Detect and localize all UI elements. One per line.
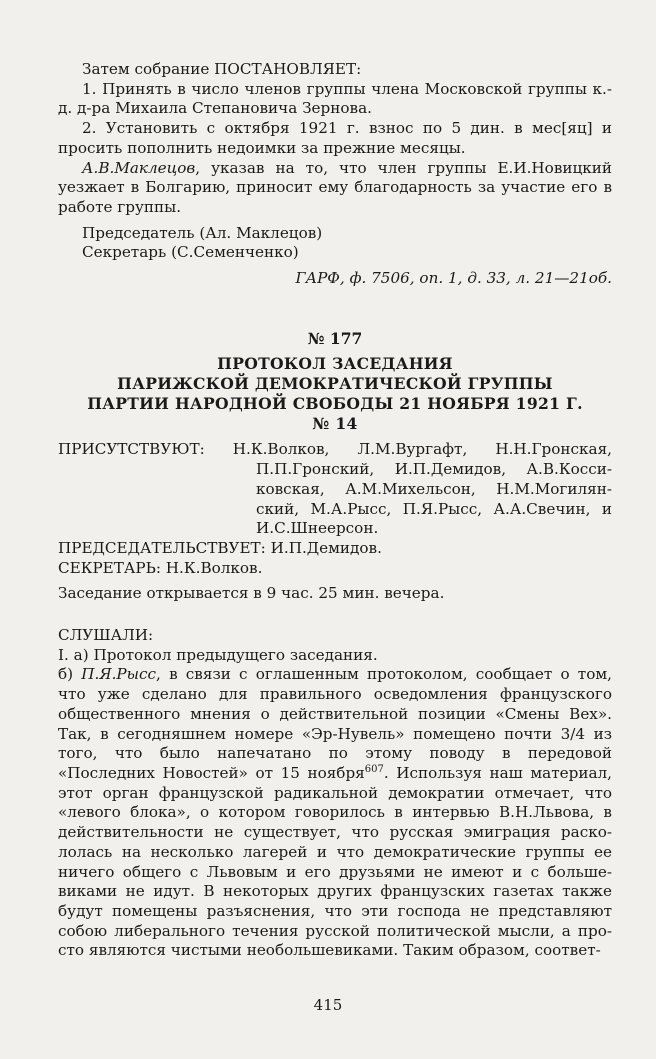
attendance-chair (58, 539, 612, 559)
heard-label: СЛУШАЛИ: (58, 626, 154, 645)
maklecov-paragraph (58, 159, 612, 218)
resolution-item-2: 2. Установить с октября 1921 г. взнос по 5 дин. в мес[яц] и просить пополнить недоимки за прежние месяцы. (58, 119, 612, 157)
secretary-name: Н.К.Волков. (165, 558, 263, 577)
chair-label: ПРЕДСЕДАТЕЛЬСТВУЕТ: (58, 538, 266, 557)
footnote-ref: 607 (364, 763, 384, 775)
page-number: 415 (313, 996, 343, 1014)
document-number: № 177 (307, 328, 363, 348)
present-names: Н.К.Волков, Л.М.Вургафт, Н.Н.Гронская, П.П.Гронский, И.П.Демидов, А.В.Коссиковская, А.М.Михельсон, Н.М.Могилянский, М.А.Рысс, П.Я.Рысс, А.А.Свечин, и И.С.Шнеерсон. (232, 440, 612, 538)
maklecov-name: А.В.Маклецов (82, 158, 196, 177)
document-page (58, 60, 612, 961)
resolution-item-1: 1. Принять в число членов группы члена Московской группы к.-д. д-ра Михаила Степановича Зернова. (58, 79, 612, 118)
chairman-signature: Председатель (Ал. Маклецов) (82, 223, 323, 242)
document-title-line-1: ПРОТОКОЛ ЗАСЕДАНИЯ (217, 354, 453, 374)
secretary-label: СЕКРЕТАРЬ: (58, 558, 161, 577)
item-b-prefix: б) (58, 665, 82, 684)
item-b-speaker: П.Я.Рысс (81, 665, 157, 684)
resolved-header: Затем собрание ПОСТАНОВЛЯЕТ: (82, 60, 362, 78)
maklecov-text: , указав на то, что член группы Е.И.Новицкий уезжает в Болгарию, приносит ему благодарность за участие его в работе группы. (58, 158, 612, 216)
heard-item-b (58, 665, 612, 961)
fraction: 3/4 (560, 724, 586, 743)
secretary-signature: Секретарь (С.Семенченко) (82, 243, 299, 262)
archive-source: ГАРФ, ф. 7506, оп. 1, д. 33, л. 21—21об. (295, 269, 612, 288)
chair-name: И.П.Демидов. (270, 538, 382, 557)
item-b-text-3: . Используя наш материал, этот орган французской радикальной демократии отмечает, что «левого блока», о котором говорилось в интервью В.Н.Львова, в действительности не существует, что русская эмиграция раскололась на несколько лагерей и что демократические группы ее ничего общего с Львовым и его друзьями не имеют и с большевиками не идут. В некоторых других французских газетах также будут помещены разъяснения, что эти господа не представляют собою либерального течения русской политической мысли, а просто являются чистыми необольшевиками. Таким образом, соответ- (58, 763, 612, 960)
item-b-text-1: , в связи с оглашенным протоколом, сообщает о том, что уже сделано для правильного осведомления французского общественного мнения о действительной позиции «Смены Вех». Так, в сегодняшнем номере «Эр-Нувель» помещено почти (58, 665, 612, 743)
present-label: ПРИСУТСТВУЮТ: (58, 440, 205, 459)
attendance-secretary (58, 559, 612, 579)
document-title-line-4: № 14 (312, 414, 358, 434)
session-opening: Заседание открывается в 9 час. 25 мин. вечера. (58, 584, 445, 603)
item-b-text-2: из того, что было напечатано по этому поводу в передовой «Последних Новостей» от 15 ноября (58, 724, 613, 782)
document-title-line-3: ПАРТИИ НАРОДНОЙ СВОБОДЫ 21 НОЯБРЯ 1921 Г. (87, 394, 583, 414)
heard-item-a: I. а) Протокол предыдущего заседания. (58, 645, 378, 664)
attendance-present (58, 440, 612, 539)
document-title-line-2: ПАРИЖСКОЙ ДЕМОКРАТИЧЕСКОЙ ГРУППЫ (117, 374, 553, 394)
